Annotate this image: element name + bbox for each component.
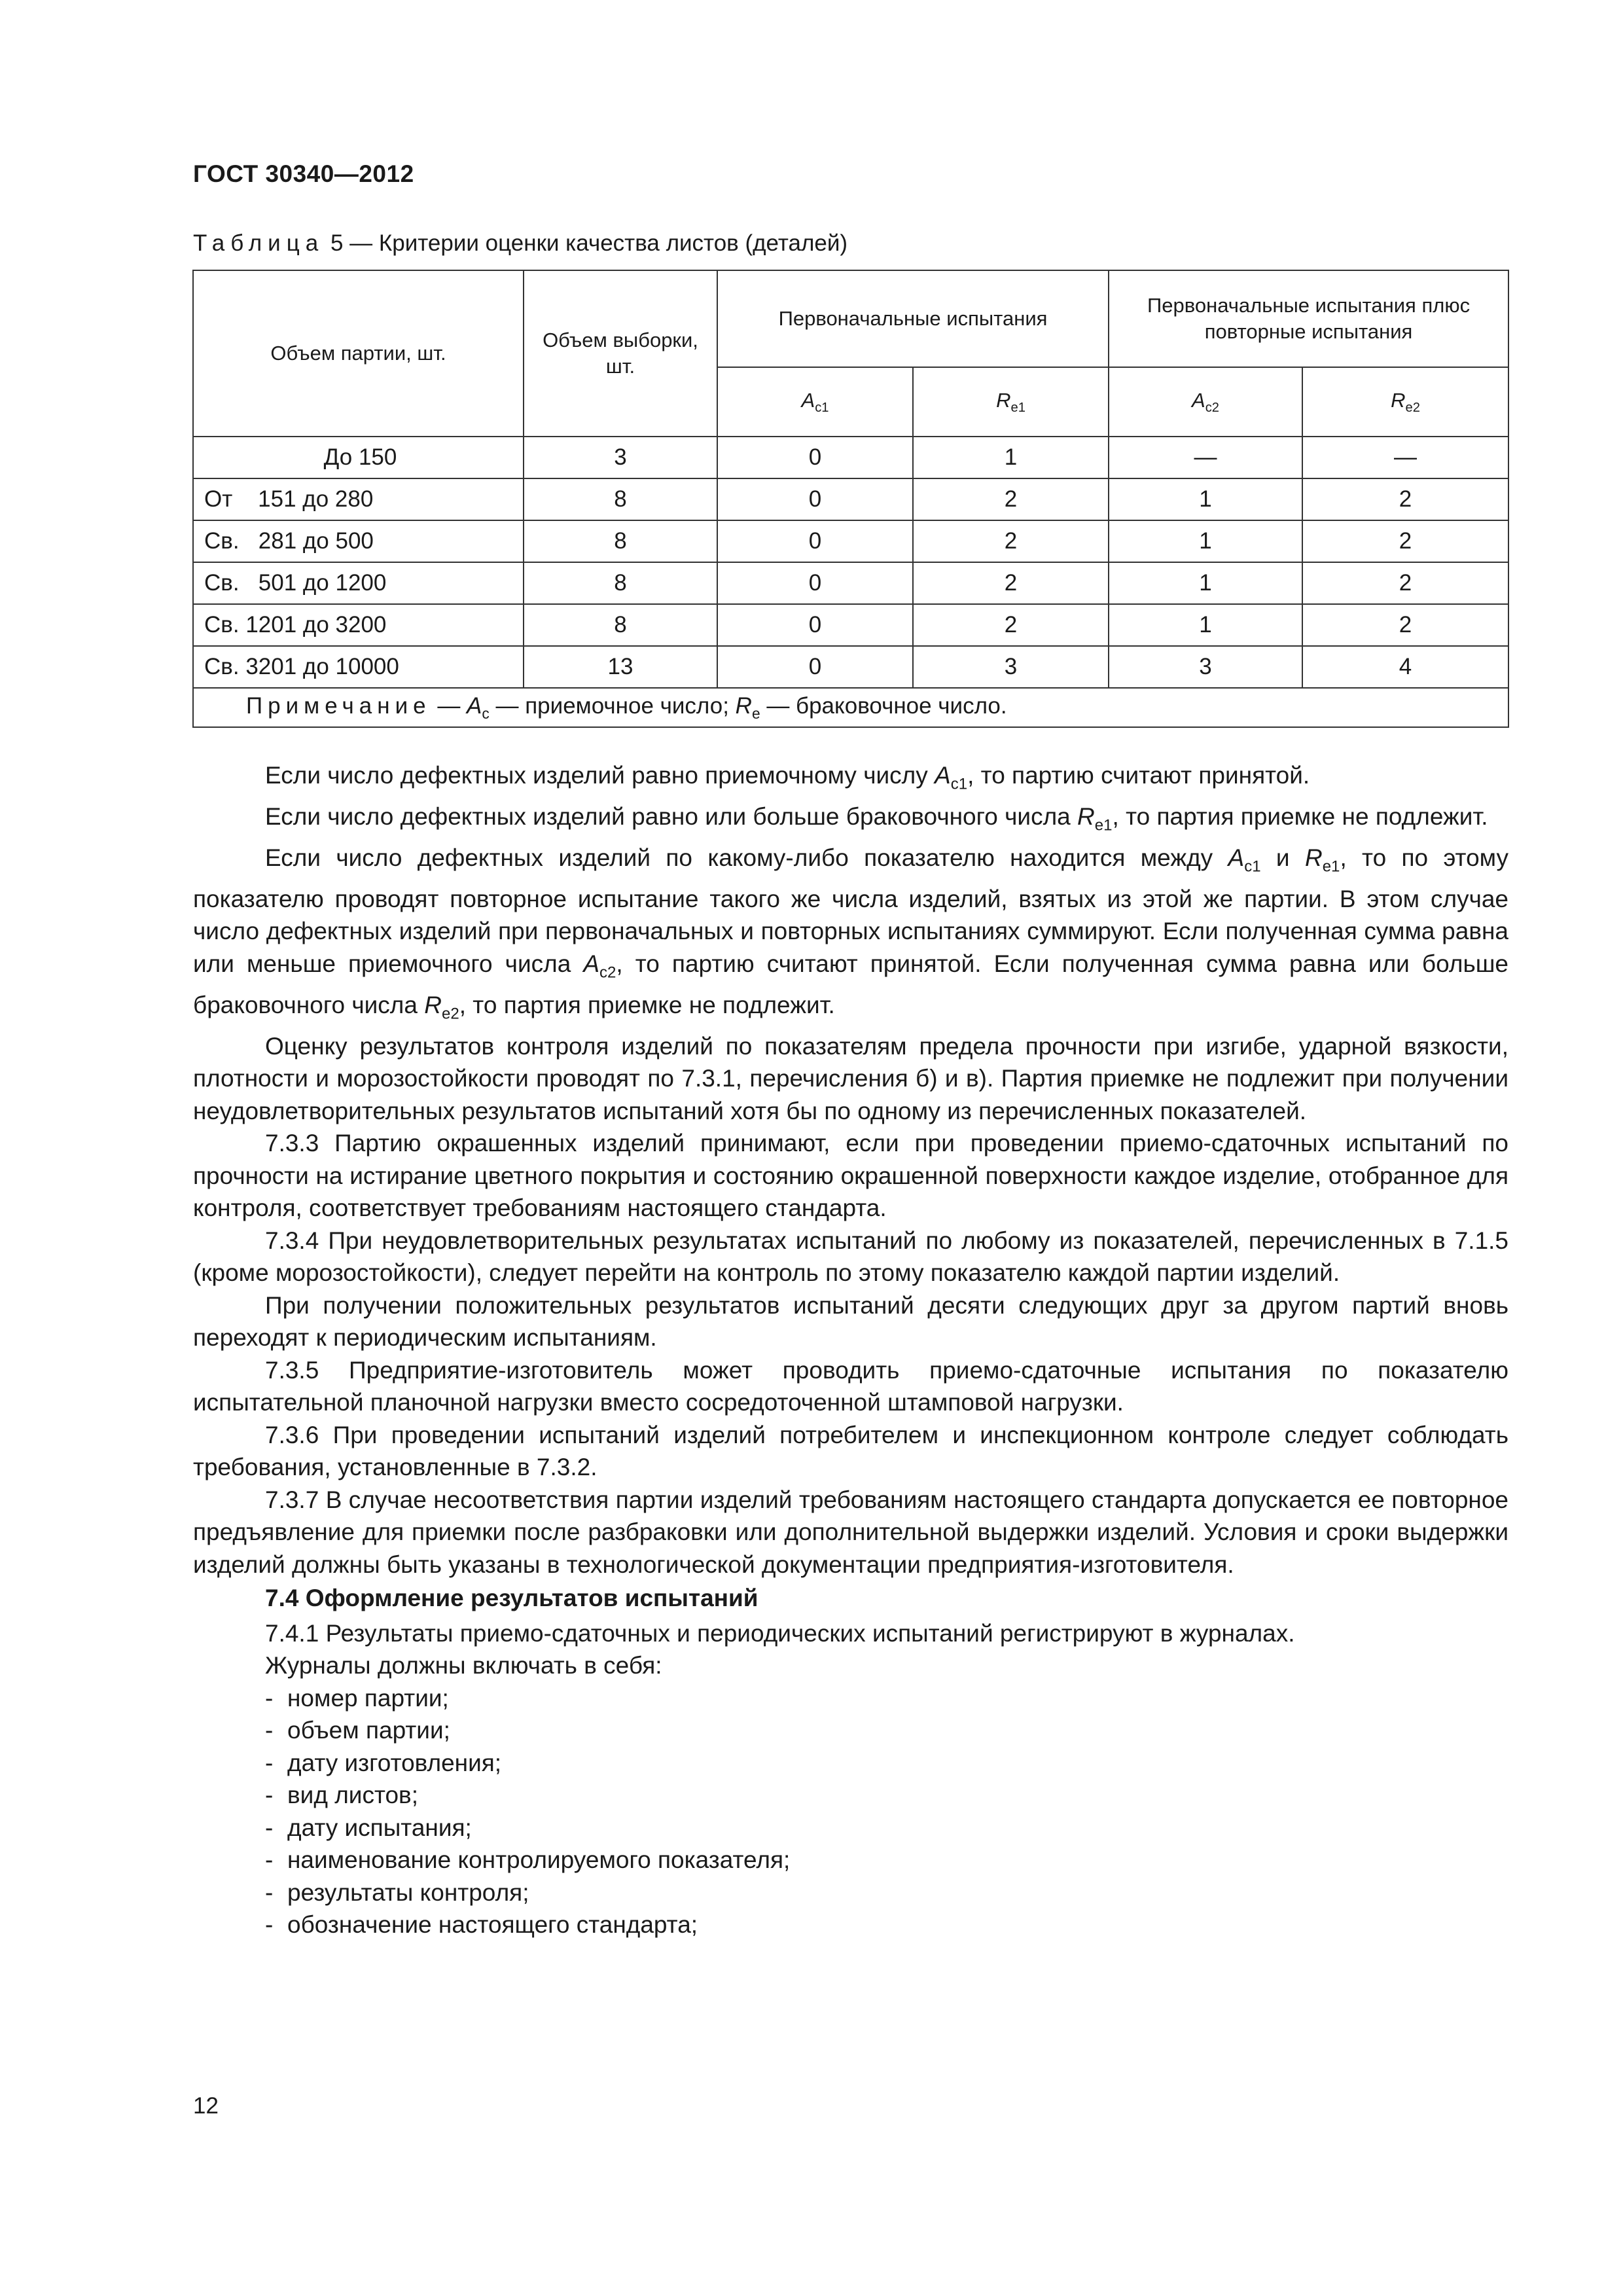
table-note-row — [193, 688, 1508, 727]
list-item: - дату испытания; — [265, 1814, 472, 1841]
table-row — [193, 437, 1508, 478]
cell-sample: 8 — [524, 520, 717, 562]
table-note: Примечание — $A_c$ — приемочное число; $R_e$ — браковочное число. — [193, 688, 1508, 727]
header-lot-size: Объем партии, шт. — [193, 270, 524, 437]
clause-7-3-3: 7.3.3 Партию окрашенных изделий принимают, если при проведении приемо-сдаточных испытаний по прочности на истирание цветного покрытия и состоянию окрашенной поверхности каждое изделие, отобранное для контроля, соответствует требованиям настоящего стандарта. — [193, 1130, 1508, 1222]
cell-re1: 2 — [913, 478, 1109, 520]
clause-7-3-6: 7.3.6 При проведении испытаний изделий потребителем и инспекционном контроле следует соблюдать требования, установленные в 7.3.2. — [193, 1421, 1508, 1481]
table-row — [193, 646, 1508, 688]
clause-7-3-7: 7.3.7 В случае несоответствия партии изделий требованиям настоящего стандарта допускается ее повторное предъявление для приемки после разбраковки или дополнительной выдержки изделий. Условия и сроки выдержки изделий должны быть указаны в технологической документации предприятия-изготовителя. — [193, 1486, 1508, 1578]
list-item: - наименование контролируемого показателя; — [265, 1846, 791, 1874]
clause-7-3-5: 7.3.5 Предприятие-изготовитель может проводить приемо-сдаточные испытания по показателю испытательной планочной нагрузки вместо сосредоточенной штамповой нагрузки. — [193, 1356, 1508, 1416]
cell-re2: 2 — [1302, 520, 1508, 562]
page-number: 12 — [193, 2093, 219, 2119]
cell-lot: Св. 281 до 500 — [193, 520, 524, 562]
cell-re2: 2 — [1302, 562, 1508, 604]
cell-ac2: 1 — [1109, 478, 1302, 520]
header-initial-plus-repeat: Первоначальные испытания плюс повторные испытания — [1109, 270, 1508, 367]
table-row — [193, 478, 1508, 520]
standard-designation: ГОСТ 30340—2012 — [193, 160, 414, 187]
header-sample-size: Объем выборки, шт. — [524, 270, 717, 437]
cell-re1: 2 — [913, 520, 1109, 562]
paragraph-accept-rule: Если число дефектных изделий равно приемочному числу $A_{c1}$, то партию считают принятой. — [265, 762, 1310, 793]
paragraph-periodic-return: При получении положительных результатов испытаний десяти следующих друг за другом партий вновь переходят к периодическим испытаниям. — [193, 1291, 1508, 1352]
header-initial-tests: Первоначальные испытания — [717, 270, 1109, 367]
header-ac1: $A_{c1}$ — [717, 367, 913, 437]
table-caption-label: Таблица — [193, 230, 325, 256]
cell-lot: Св. 1201 до 3200 — [193, 604, 524, 646]
cell-ac1: 0 — [717, 478, 913, 520]
paragraph-evaluation: Оценку результатов контроля изделий по показателям предела прочности при изгибе, ударной вязкости, плотности и морозостойкости проводят по 7.3.1, перечисления б) и в). Партия приемке не подлежит при получении неудовлетворительных результатов испытаний хотя бы по одному из перечисленных показателей. — [193, 1032, 1508, 1124]
table-caption-text: 5 — Критерии оценки качества листов (деталей) — [330, 230, 848, 256]
cell-re1: 2 — [913, 604, 1109, 646]
cell-lot: Св. 501 до 1200 — [193, 562, 524, 604]
table-row — [193, 604, 1508, 646]
quality-criteria-table — [192, 270, 1509, 728]
section-title-7-4: 7.4 Оформление результатов испытаний — [265, 1585, 758, 1612]
list-item: - обозначение настоящего стандарта; — [265, 1911, 698, 1939]
body-text — [193, 759, 1508, 1941]
list-item: - вид листов; — [265, 1782, 418, 1809]
cell-ac1: 0 — [717, 562, 913, 604]
cell-ac1: 0 — [717, 646, 913, 688]
cell-lot: До 150 — [193, 437, 524, 478]
cell-re2: 4 — [1302, 646, 1508, 688]
cell-ac2: 3 — [1109, 646, 1302, 688]
cell-re2: — — [1302, 437, 1508, 478]
header-re1: $R_{e1}$ — [913, 367, 1109, 437]
cell-lot: От 151 до 280 — [193, 478, 524, 520]
list-item: - номер партии; — [265, 1684, 449, 1712]
clause-7-4-1: 7.4.1 Результаты приемо-сдаточных и периодических испытаний регистрируют в журналах. — [265, 1619, 1295, 1647]
table-row — [193, 562, 1508, 604]
cell-ac2: 1 — [1109, 520, 1302, 562]
cell-ac2: 1 — [1109, 562, 1302, 604]
cell-re2: 2 — [1302, 604, 1508, 646]
cell-lot: Св. 3201 до 10000 — [193, 646, 524, 688]
cell-ac1: 0 — [717, 604, 913, 646]
cell-ac2: 1 — [1109, 604, 1302, 646]
header-re2: $R_{e2}$ — [1302, 367, 1508, 437]
paragraph-reject-rule: Если число дефектных изделий равно или больше браковочного числа $R_{e1}$, то партия приемке не подлежит. — [265, 802, 1488, 834]
clause-7-3-4: 7.3.4 При неудовлетворительных результатах испытаний по любому из показателей, перечисленных в 7.1.5 (кроме морозостойкости), следует перейти на контроль по этому показателю каждой партии изделий. — [193, 1227, 1508, 1287]
cell-ac2: — — [1109, 437, 1302, 478]
paragraph-journal-intro: Журналы должны включать в себя: — [265, 1652, 662, 1679]
cell-re1: 1 — [913, 437, 1109, 478]
header-ac2: $A_{c2}$ — [1109, 367, 1302, 437]
cell-ac1: 0 — [717, 437, 913, 478]
cell-ac1: 0 — [717, 520, 913, 562]
list-item: - объем партии; — [265, 1717, 450, 1744]
cell-sample: 8 — [524, 478, 717, 520]
list-item: - результаты контроля; — [265, 1878, 529, 1906]
list-item: - дату изготовления; — [265, 1749, 502, 1776]
cell-sample: 3 — [524, 437, 717, 478]
table-caption — [193, 230, 847, 257]
cell-re2: 2 — [1302, 478, 1508, 520]
cell-sample: 8 — [524, 604, 717, 646]
cell-re1: 3 — [913, 646, 1109, 688]
paragraph-repeat-test-rule: Если число дефектных изделий по какому-либо показателю находится между $A_{c1}$ и $R_{e1}$, то по этому показателю проводят повторное испытание такого же числа изделий, взятых из этой же партии. В этом случае число дефектных изделий при первоначальных и повторных испытаниях суммируют. Если полученная сумма равна или меньше приемочного числа $A_{c2}$, то партию считают принятой. Если полученная сумма равна или больше браковочного числа $R_{e2}$, то партия приемке не подлежит. — [193, 844, 1508, 1023]
cell-sample: 8 — [524, 562, 717, 604]
table-row — [193, 520, 1508, 562]
cell-re1: 2 — [913, 562, 1109, 604]
journal-contents-list — [193, 1682, 1508, 1941]
cell-sample: 13 — [524, 646, 717, 688]
